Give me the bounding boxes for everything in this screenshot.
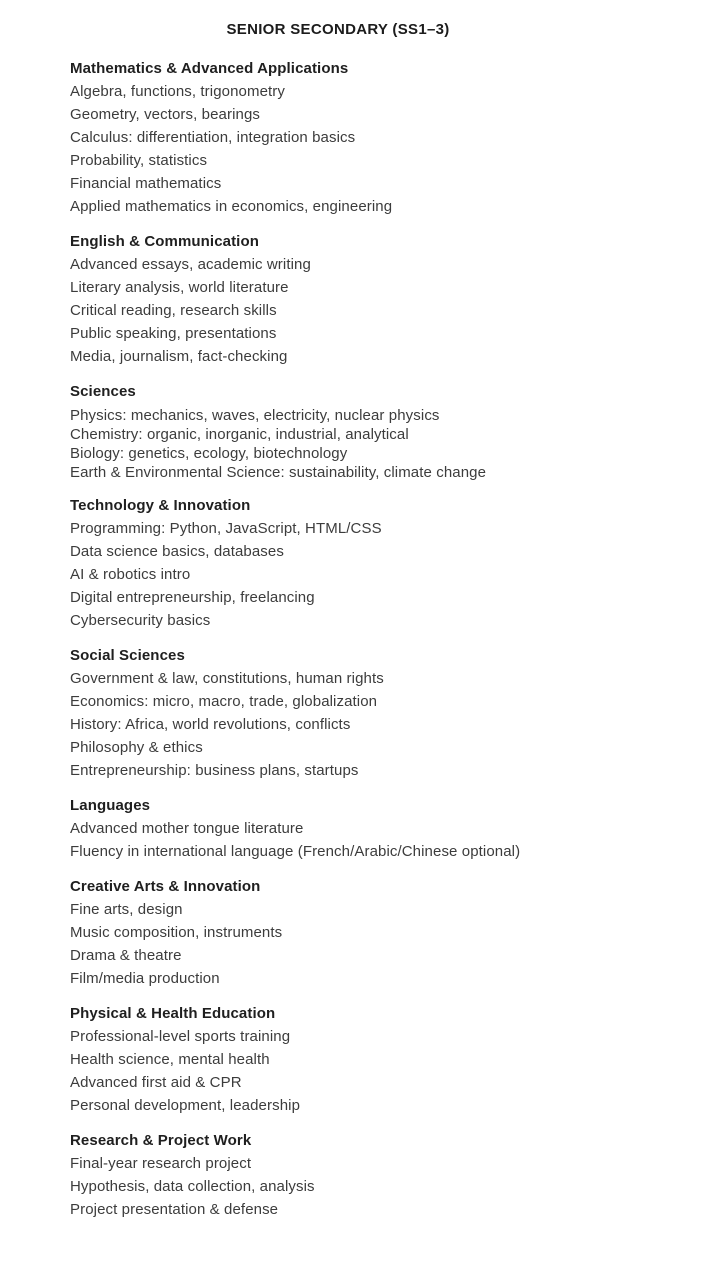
section-item: Biology: genetics, ecology, biotechnology	[70, 445, 348, 462]
section-heading: Social Sciences	[70, 647, 185, 664]
section-item: Digital entrepreneurship, freelancing	[70, 589, 315, 606]
section-item: Fine arts, design	[70, 901, 183, 918]
section-item: Probability, statistics	[70, 152, 208, 169]
section-item: Project presentation & defense	[70, 1201, 279, 1218]
section-item: AI & robotics intro	[70, 566, 191, 583]
section-item: Programming: Python, JavaScript, HTML/CSS	[70, 520, 382, 537]
section-heading: Languages	[70, 797, 151, 814]
section-item: Personal development, leadership	[70, 1097, 301, 1114]
section-items	[70, 817, 606, 863]
section-items	[70, 1025, 606, 1117]
sections-container	[70, 57, 606, 1221]
section-item: Earth & Environmental Science: sustainability, climate change	[70, 464, 487, 481]
section-item: Philosophy & ethics	[70, 739, 203, 756]
section	[70, 1002, 606, 1117]
section-item: Media, journalism, fact-checking	[70, 348, 288, 365]
section-items	[70, 517, 606, 632]
section-heading: Mathematics & Advanced Applications	[70, 60, 349, 77]
section-item: Fluency in international language (French/Arabic/Chinese optional)	[70, 843, 521, 860]
page-title: SENIOR SECONDARY (SS1–3)	[226, 21, 450, 38]
section	[70, 494, 606, 632]
section	[70, 1129, 606, 1221]
section-item: History: Africa, world revolutions, conflicts	[70, 716, 351, 733]
section-item: Hypothesis, data collection, analysis	[70, 1178, 315, 1195]
section-heading: Creative Arts & Innovation	[70, 878, 261, 895]
section-item: Public speaking, presentations	[70, 325, 277, 342]
section-item: Health science, mental health	[70, 1051, 270, 1068]
section-items	[70, 403, 606, 482]
section-item: Music composition, instruments	[70, 924, 283, 941]
section	[70, 57, 606, 218]
section-item: Chemistry: organic, inorganic, industrial, analytical	[70, 426, 409, 443]
section-item: Advanced first aid & CPR	[70, 1074, 242, 1091]
section-item: Critical reading, research skills	[70, 302, 277, 319]
section-item: Professional-level sports training	[70, 1028, 291, 1045]
section-item: Film/media production	[70, 970, 220, 987]
section-heading: Physical & Health Education	[70, 1005, 276, 1022]
section-item: Economics: micro, macro, trade, globalization	[70, 693, 378, 710]
section	[70, 794, 606, 863]
section-item: Drama & theatre	[70, 947, 182, 964]
section-item: Algebra, functions, trigonometry	[70, 83, 285, 100]
section-item: Advanced essays, academic writing	[70, 256, 311, 273]
section-item: Physics: mechanics, waves, electricity, nuclear physics	[70, 407, 440, 424]
section-item: Geometry, vectors, bearings	[70, 106, 260, 123]
section-item: Literary analysis, world literature	[70, 279, 289, 296]
section-heading: Technology & Innovation	[70, 497, 251, 514]
section	[70, 644, 606, 782]
section-heading: English & Communication	[70, 233, 259, 250]
section-heading: Sciences	[70, 383, 136, 400]
section-item: Applied mathematics in economics, engineering	[70, 198, 393, 215]
section	[70, 230, 606, 368]
section-item: Cybersecurity basics	[70, 612, 211, 629]
section-items	[70, 898, 606, 990]
section-items	[70, 1152, 606, 1221]
section-items	[70, 80, 606, 218]
section	[70, 875, 606, 990]
section	[70, 380, 606, 482]
section-item: Advanced mother tongue literature	[70, 820, 304, 837]
document-page	[70, 0, 606, 1221]
section-item: Data science basics, databases	[70, 543, 284, 560]
section-item: Financial mathematics	[70, 175, 222, 192]
section-item: Calculus: differentiation, integration basics	[70, 129, 356, 146]
section-item: Entrepreneurship: business plans, startups	[70, 762, 359, 779]
section-items	[70, 253, 606, 368]
section-item: Final-year research project	[70, 1155, 252, 1172]
section-item: Government & law, constitutions, human rights	[70, 670, 384, 687]
section-heading: Research & Project Work	[70, 1132, 252, 1149]
section-items	[70, 667, 606, 782]
